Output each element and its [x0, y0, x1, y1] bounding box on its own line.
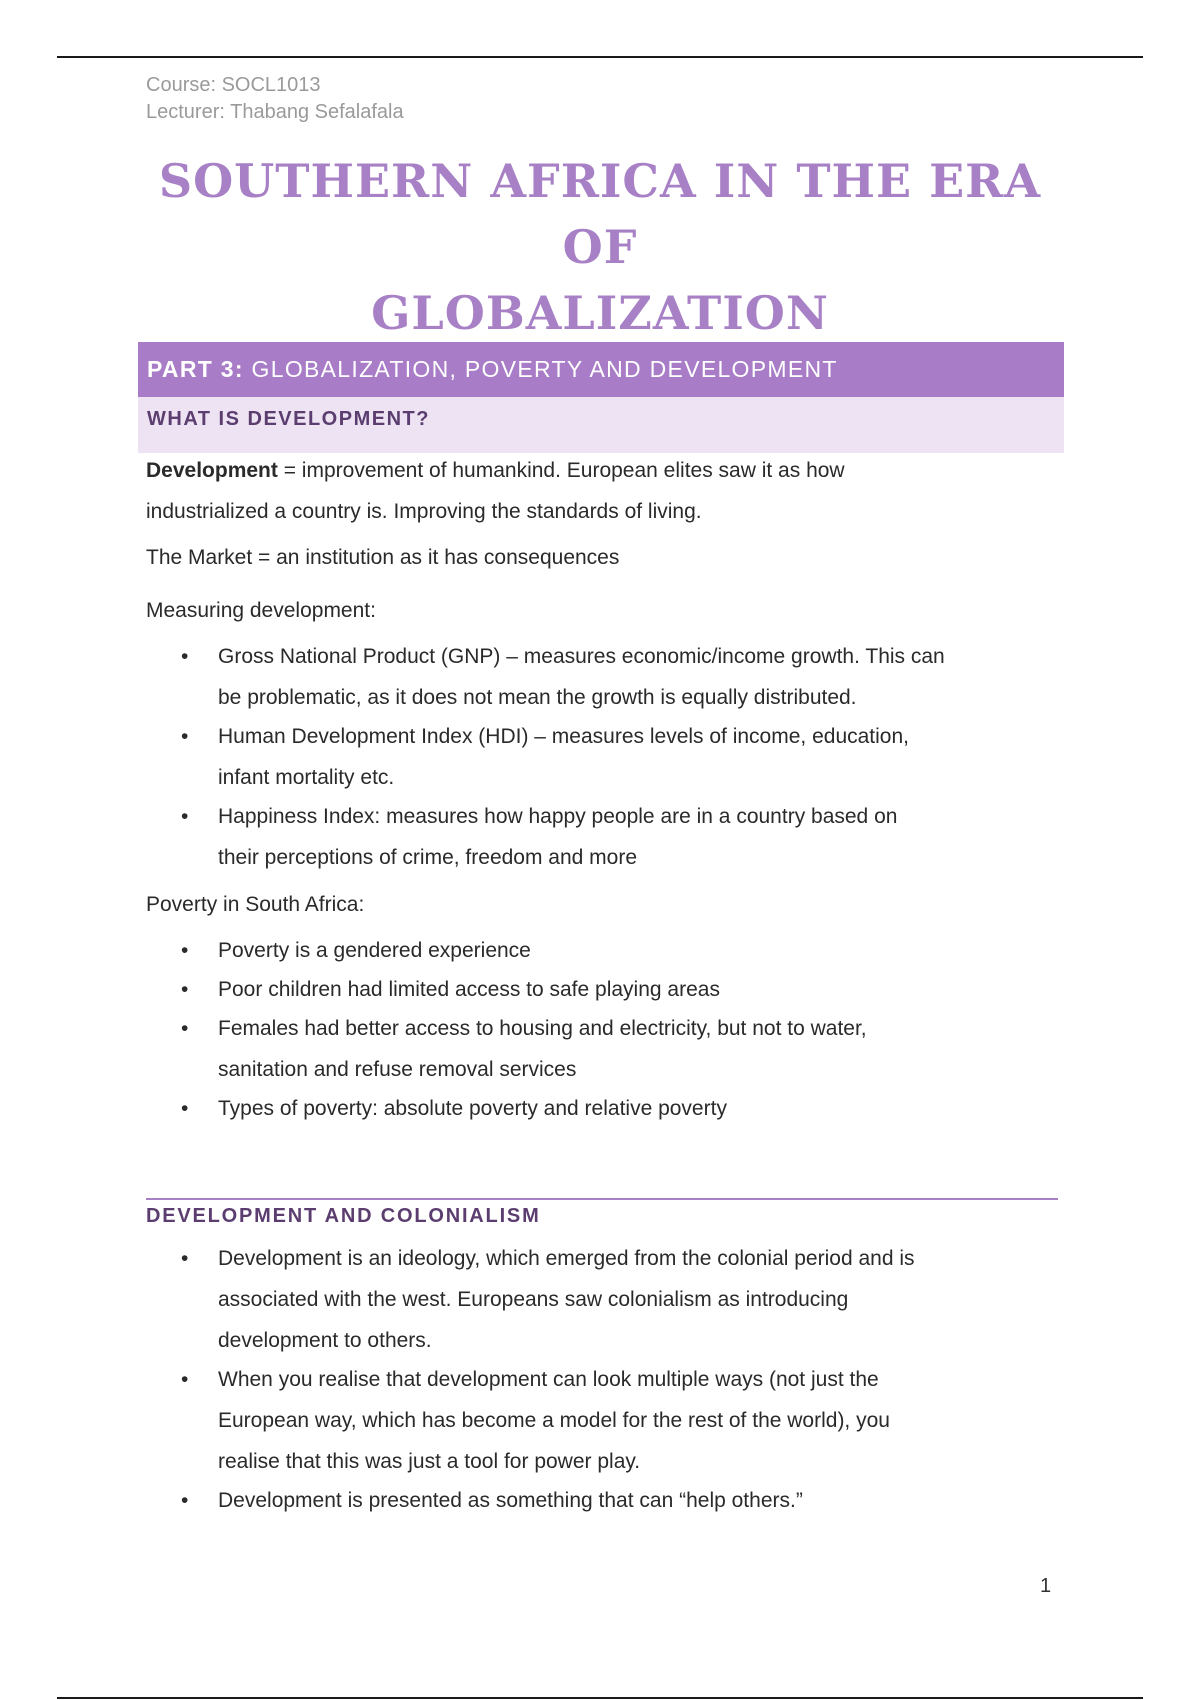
title-line-1: SOUTHERN AFRICA IN THE ERA OF: [158, 154, 1042, 274]
section1-body: [146, 450, 1066, 1127]
poverty-label: Poverty in South Africa:: [146, 893, 365, 916]
list-item: [146, 716, 1066, 798]
bullet-icon: •: [181, 1247, 189, 1270]
course-code: Course: SOCL1013: [146, 74, 321, 96]
bottom-rule: [57, 1697, 1143, 1699]
list-item-line: Development is presented as something that can “help others.”: [218, 1489, 803, 1512]
title-line-2: GLOBALIZATION: [371, 286, 829, 340]
lecturer-name: Lecturer: Thabang Sefalafala: [146, 101, 404, 123]
page-title: [120, 148, 1080, 346]
part-title: GLOBALIZATION, POVERTY AND DEVELOPMENT: [251, 356, 838, 382]
list-item-line: Poverty is a gendered experience: [218, 939, 531, 962]
bullet-icon: •: [181, 725, 189, 748]
bullet-icon: •: [181, 1368, 189, 1391]
section-divider: [146, 1198, 1058, 1200]
list-item-line: their perceptions of crime, freedom and more: [218, 846, 638, 869]
list-item-line: Happiness Index: measures how happy people are in a country based on: [218, 805, 898, 828]
development-definition-line1: = improvement of humankind. European elites saw it as how: [277, 459, 845, 482]
list-item: [146, 796, 1066, 878]
section-heading-what-is-development: WHAT IS DEVELOPMENT?: [138, 397, 1064, 453]
list-item: [146, 1088, 1066, 1129]
list-item: [146, 1008, 1066, 1090]
list-item: [146, 1359, 1066, 1482]
list-item: [146, 1238, 1066, 1361]
measuring-development-label: Measuring development:: [146, 599, 376, 622]
top-rule: [57, 56, 1143, 58]
bullet-icon: •: [181, 805, 189, 828]
list-item-line: infant mortality etc.: [218, 766, 395, 789]
list-item: [146, 969, 1066, 1010]
list-item-line: Development is an ideology, which emerged from the colonial period and is: [218, 1247, 915, 1270]
bullet-icon: •: [181, 645, 189, 668]
bullet-icon: •: [181, 1097, 189, 1120]
development-definition: [146, 450, 1066, 532]
list-item-line: Human Development Index (HDI) – measures levels of income, education,: [218, 725, 909, 748]
colonialism-list: [146, 1238, 1066, 1521]
list-item: [146, 636, 1066, 718]
list-item-line: sanitation and refuse removal services: [218, 1058, 577, 1081]
development-definition-line2: industrialized a country is. Improving the standards of living.: [146, 500, 702, 523]
section-heading-development-and-colonialism: DEVELOPMENT AND COLONIALISM: [146, 1205, 541, 1227]
list-item-line: When you realise that development can look multiple ways (not just the: [218, 1368, 879, 1391]
list-item-line: Females had better access to housing and electricity, but not to water,: [218, 1017, 867, 1040]
list-item-line: Types of poverty: absolute poverty and relative poverty: [218, 1097, 727, 1120]
list-item-line: European way, which has become a model for the rest of the world), you: [218, 1409, 890, 1432]
list-item-line: development to others.: [218, 1329, 432, 1352]
list-item: [146, 930, 1066, 971]
part-label: PART 3:: [147, 356, 244, 382]
bullet-icon: •: [181, 1017, 189, 1040]
bullet-icon: •: [181, 939, 189, 962]
part-heading-bar: [138, 342, 1064, 397]
list-item-line: realise that this was just a tool for power play.: [218, 1450, 641, 1473]
bullet-icon: •: [181, 978, 189, 1001]
poverty-list: [146, 930, 1066, 1129]
list-item: [146, 1480, 1066, 1521]
list-item-line: Gross National Product (GNP) – measures economic/income growth. This can: [218, 645, 945, 668]
page-number: 1: [1040, 1575, 1052, 1597]
development-term: Development: [146, 459, 278, 482]
document-meta: [146, 72, 404, 126]
measuring-list: [146, 636, 1066, 878]
section2-body: [146, 1238, 1066, 1519]
market-definition: The Market = an institution as it has consequences: [146, 546, 620, 569]
list-item-line: be problematic, as it does not mean the growth is equally distributed.: [218, 686, 857, 709]
list-item-line: Poor children had limited access to safe playing areas: [218, 978, 720, 1001]
bullet-icon: •: [181, 1489, 189, 1512]
list-item-line: associated with the west. Europeans saw colonialism as introducing: [218, 1288, 849, 1311]
